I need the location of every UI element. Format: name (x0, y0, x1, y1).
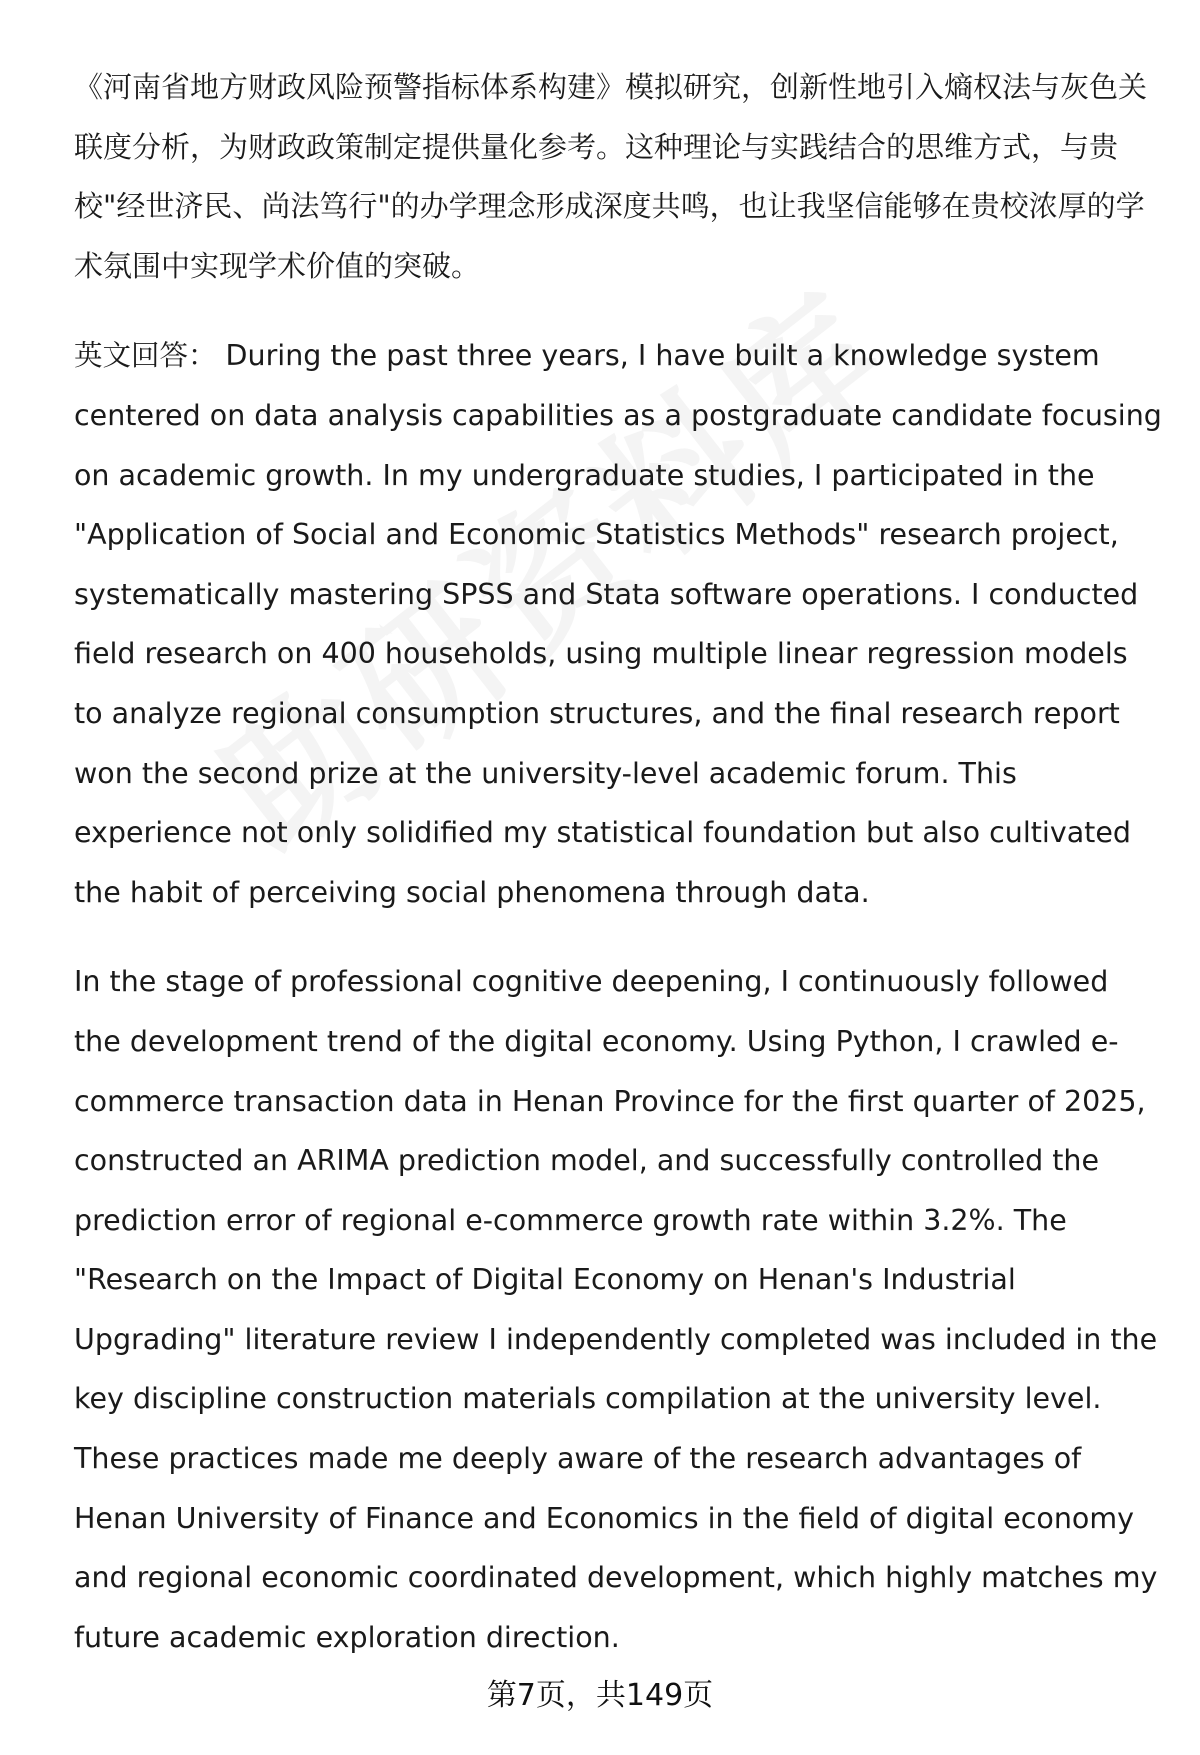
paragraph-chinese-answer: 《河南省地方财政风险预警指标体系构建》模拟研究，创新性地引入熵权法与灰色关联度分析，为财政政策制定提供量化参考。这种理论与实践结合的思维方式，与贵校"经世济民、尚法笃行"的办学理念形成深度共鸣，也让我坚信能够在贵校浓厚的学术氛围中实现学术价值的突破。 (74, 70, 1148, 283)
paragraph-english-answer-2: In the stage of professional cognitive deepening, I continuously followed the development trend of the digital economy. Using Python, I crawled e-commerce transaction data in Henan Province for the first quarter of 2025, constructed an ARIMA prediction model, and successfully controlled the prediction error of regional e-commerce growth rate within 3.2%. The "Research on the Impact of Digital Economy on Henan's Industrial Upgrading" literature review I independently completed was included in the key discipline construction materials compilation at the university level. These practices made me deeply aware of the research advantages of Henan University of Finance and Economics in the field of digital economy and regional economic coordinated development, which highly matches my future academic exploration direction. (74, 965, 1158, 1654)
page-number-footer: 第7页，共149页 (486, 1678, 714, 1713)
document-body (74, 58, 1164, 1697)
paragraph-english-answer-1: 英文回答： During the past three years, I have built a knowledge system centered on data analysis capabilities as a postgraduate candidate focusing on academic growth. In my undergraduate studies, I participated in the "Application of Social and Economic Statistics Methods" research project, systematically mastering SPSS and Stata software operations. I conducted field research on 400 households, using multiple linear regression models to analyze regional consumption structures, and the final research report won the second prize at the university-level academic forum. This experience not only solidified my statistical foundation but also cultivated the habit of perceiving social phenomena through data. (74, 339, 1162, 909)
